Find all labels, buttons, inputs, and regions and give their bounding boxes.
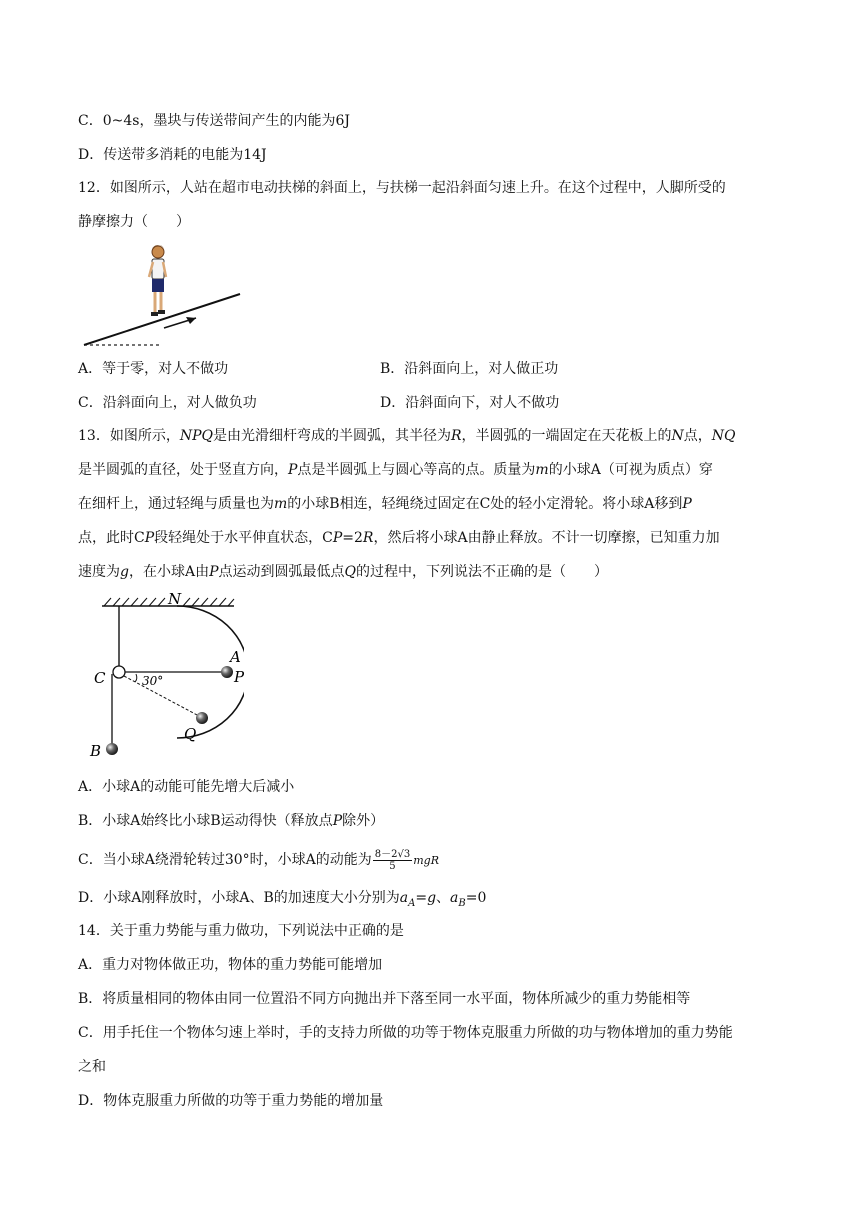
q13-stem-line4: 点，此时CP段轻绳处于水平伸直状态，CP=2R，然后将小球A由静止释放。不计一切摩擦，已知重力加 (78, 530, 720, 546)
label-b: B (90, 742, 102, 760)
q14-option-a: A．重力对物体做正功，物体的重力势能可能增加 (78, 957, 383, 973)
q13-option-b: B．小球A始终比小球B运动得快（释放点P除外） (78, 813, 385, 829)
q14-option-c-line1: C．用手托住一个物体匀速上举时，手的支持力所做的功等于物体克服重力所做的功与物体增加的重力势能 (78, 1025, 733, 1041)
q13-stem-line3: 在细杆上，通过轻绳与质量也为m的小球B相连，轻绳绕过固定在C处的轻小定滑轮。将小球A移到P (78, 496, 692, 512)
q14-stem: 14．关于重力势能与重力做功，下列说法中正确的是 (78, 923, 404, 939)
label-q: Q (184, 725, 197, 743)
q12-stem-line2: 静摩擦力（ ） (78, 214, 190, 230)
q11-option-d: D．传送带多消耗的电能为14J (78, 147, 267, 163)
label-c: C (94, 669, 106, 687)
q12-option-b: B．沿斜面向上，对人做正功 (380, 361, 559, 377)
q13-stem-line1: 13．如图所示，NPQ是由光滑细杆弯成的半圆弧，其半径为R，半圆弧的一端固定在天花板上的N点，NQ (78, 428, 736, 444)
q14-option-d: D．物体克服重力所做的功等于重力势能的增加量 (78, 1093, 384, 1109)
label-angle: 30° (142, 674, 164, 688)
q13-option-c: C．当小球A绕滑轮转过30°时，小球A的动能为 $\frac{8-2√3}{5}$ mgR (78, 848, 439, 872)
q13-semicircle-figure (84, 588, 244, 763)
q12-option-d: D．沿斜面向下，对人不做功 (380, 395, 560, 411)
label-n: N (168, 590, 182, 608)
q14-option-c-line2: 之和 (78, 1059, 106, 1075)
q12-stem-line1: 12．如图所示，人站在超市电动扶梯的斜面上，与扶梯一起沿斜面匀速上升。在这个过程中，人脚所受的 (78, 180, 726, 196)
q13-stem-line2: 是半圆弧的直径，处于竖直方向，P点是半圆弧上与圆心等高的点。质量为m的小球A（可视为质点）穿 (78, 462, 713, 478)
label-p: P (234, 668, 244, 686)
fraction: $\frac{8-2√3}{5}$ (374, 848, 411, 872)
q12-option-a: A．等于零，对人不做功 (78, 361, 229, 377)
q12-escalator-figure (78, 240, 248, 350)
q13-option-d: D．小球A刚释放时，小球A、B的加速度大小分别为$a_A=g$、$a_B=0$ (78, 890, 487, 909)
q13-option-a: A．小球A的动能可能先增大后减小 (78, 779, 295, 795)
label-a: A (230, 648, 241, 666)
q14-option-b: B．将质量相同的物体由同一位置沿不同方向抛出并下落至同一水平面，物体所减少的重力势能相等 (78, 991, 691, 1007)
q13-stem-line5: 速度为g，在小球A由P点运动到圆弧最低点Q的过程中，下列说法不正确的是（ ） (78, 564, 608, 580)
q11-option-c: C．0~4s，墨块与传送带间产生的内能为6J (78, 113, 350, 129)
q12-option-c: C．沿斜面向上，对人做负功 (78, 395, 257, 411)
